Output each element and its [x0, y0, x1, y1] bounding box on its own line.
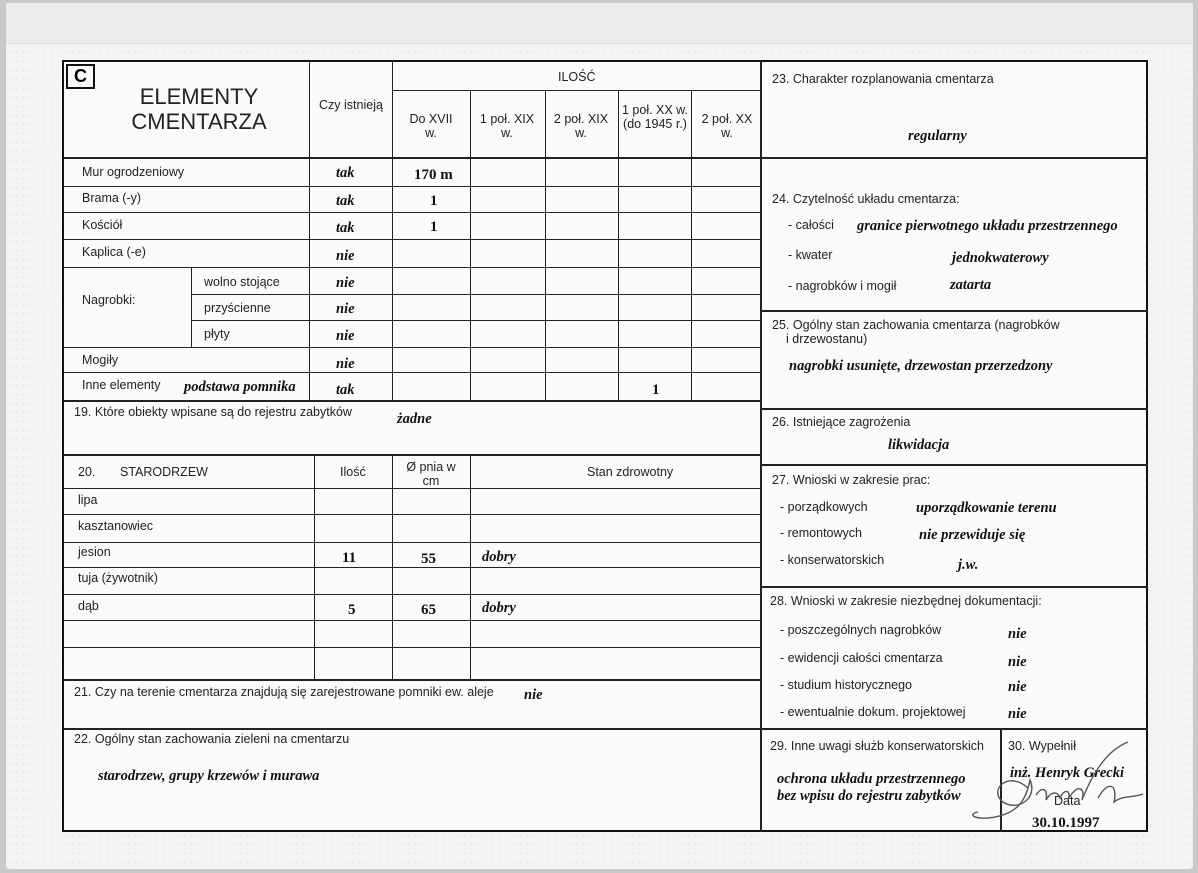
col-period-2: 1 poł. XIX w. [479, 112, 535, 141]
row-label-wolno-stojace: wolno stojące [204, 275, 280, 289]
scan-top-band [6, 3, 1193, 44]
tree-jesion-stan: dobry [482, 549, 516, 565]
q28-row-ewidencji: - ewidencji całości cmentarza [780, 651, 943, 665]
q30-name: inż. Henryk Grecki [1010, 765, 1124, 781]
q29-value-2: bez wpisu do rejestru zabytków [777, 788, 961, 804]
q24-label: 24. Czytelność układu cmentarza: [772, 192, 960, 206]
row-exists-plyty: nie [336, 328, 355, 344]
q27-label: 27. Wnioski w zakresie prac: [772, 473, 931, 487]
q26-label: 26. Istniejące zagrożenia [772, 415, 911, 429]
row-qty-brama: 1 [430, 193, 438, 209]
row-label-plyty: płyty [204, 327, 230, 341]
q24-row-nagrobki: - nagrobków i mogił [788, 279, 897, 293]
tree-lipa: lipa [78, 493, 98, 507]
row-exists-brama: tak [336, 193, 355, 209]
q28-row-nagrobkow: - poszczególnych nagrobków [780, 623, 942, 637]
tree-jesion-pnia: 55 [421, 551, 436, 567]
q23-value: regularny [908, 128, 967, 144]
row-qty-inne: 1 [652, 382, 660, 398]
q27-row-porzadkowych: - porządkowych [780, 500, 868, 514]
q24-row-kwater: - kwater [788, 248, 833, 262]
col-ilosc: ILOŚĆ [558, 70, 596, 84]
q24-value-nagrobki: zatarta [950, 277, 992, 293]
q24-value-calosci: granice pierwotnego układu przestrzennego [857, 218, 1118, 234]
col-period-4: 1 poł. XX w. (do 1945 r.) [621, 103, 688, 132]
col-starodrzew-pnia: Ø pnia w cm [406, 460, 456, 489]
tree-dab-stan: dobry [482, 600, 516, 616]
tree-kasztanowiec: kasztanowiec [78, 519, 154, 533]
tree-dab-pnia: 65 [421, 602, 436, 618]
tree-dab-ilosc: 5 [348, 602, 356, 618]
tree-dab: dąb [78, 599, 99, 613]
q28-value-projektowej: nie [1008, 706, 1027, 722]
col-czy-istnieja: Czy istnieją [319, 98, 383, 112]
row-label-mur: Mur ogrodzeniowy [82, 165, 185, 179]
nagrobki-label: Nagrobki: [82, 293, 136, 307]
q26-value: likwidacja [888, 437, 950, 453]
form-title: ELEMENTY CMENTARZA [131, 84, 267, 135]
row-exists-kosciol: tak [336, 220, 355, 236]
q24-row-calosci: - całości [788, 218, 834, 232]
q29-value-1: ochrona układu przestrzennego [777, 771, 966, 787]
q25-value: nagrobki usunięte, drzewostan przerzedzony [789, 358, 1053, 374]
q19-value: żadne [397, 411, 432, 427]
row-label-inne: Inne elementy [82, 378, 161, 392]
q28-row-studium: - studium historycznego [780, 678, 913, 692]
row-exists-inne: tak [336, 382, 355, 398]
tree-jesion: jesion [78, 545, 111, 559]
q30-label: 30. Wypełnił [1008, 739, 1076, 753]
q25-label-2: i drzewostanu) [786, 332, 868, 346]
row-label-kaplica: Kaplica (-e) [82, 245, 146, 259]
row-qty-kosciol: 1 [430, 219, 438, 235]
q30-date: 30.10.1997 [1032, 815, 1100, 831]
row-label-brama: Brama (-y) [82, 191, 142, 205]
tree-jesion-ilosc: 11 [342, 550, 357, 566]
q22-value: starodrzew, grupy krzewów i murawa [98, 768, 320, 784]
row-exists-mogily: nie [336, 356, 355, 372]
q27-row-remontowych: - remontowych [780, 526, 862, 540]
row-label-przyscienne: przyścienne [204, 301, 271, 315]
form-card-c [62, 60, 1148, 832]
q22-label: 22. Ogólny stan zachowania zieleni na cmentarzu [74, 732, 350, 746]
row-exists-przyscienne: nie [336, 301, 355, 317]
row-value-inne: podstawa pomnika [184, 379, 296, 395]
q29-label: 29. Inne uwagi służb konserwatorskich [770, 739, 985, 753]
row-exists-wolno-stojace: nie [336, 275, 355, 291]
q28-value-studium: nie [1008, 679, 1027, 695]
q23-label: 23. Charakter rozplanowania cmentarza [772, 72, 994, 86]
q28-label: 28. Wnioski w zakresie niezbędnej dokumentacji: [770, 594, 1042, 608]
q24-value-kwater: jednokwaterowy [952, 250, 1049, 266]
q19-label: 19. Które obiekty wpisane są do rejestru zabytków [74, 405, 352, 419]
q21-value: nie [524, 687, 543, 703]
q28-row-projektowej: - ewentualnie dokum. projektowej [780, 705, 966, 719]
starodrzew-title: STARODRZEW [120, 465, 208, 479]
q27-row-konserwatorskich: - konserwatorskich [780, 553, 885, 567]
q25-label-1: 25. Ogólny stan zachowania cmentarza (nagrobków [772, 318, 1060, 332]
row-exists-kaplica: nie [336, 248, 355, 264]
q30-data-label: Data [1054, 794, 1081, 808]
col-period-1: Do XVII w. [409, 112, 453, 141]
col-starodrzew-stan: Stan zdrowotny [587, 465, 674, 479]
starodrzew-num: 20. [78, 465, 96, 479]
q27-value-remontowych: nie przewiduje się [919, 527, 1026, 543]
handwritten-signature [968, 740, 1148, 830]
col-period-5: 2 poł. XX w. [701, 112, 753, 141]
q28-value-ewidencji: nie [1008, 654, 1027, 670]
row-exists-mur: tak [336, 165, 355, 181]
row-label-mogily: Mogiły [82, 353, 119, 367]
section-letter: C [66, 64, 95, 89]
row-label-kosciol: Kościół [82, 218, 123, 232]
q27-value-porzadkowych: uporządkowanie terenu [916, 500, 1057, 516]
col-period-3: 2 poł. XIX w. [553, 112, 609, 141]
row-qty-mur: 170 m [414, 167, 453, 183]
tree-tuja: tuja (żywotnik) [78, 571, 158, 585]
q21-label: 21. Czy na terenie cmentarza znajdują się zarejestrowane pomniki ew. aleje [74, 685, 494, 699]
q27-value-konserwatorskich: j.w. [958, 557, 979, 573]
col-starodrzew-ilosc: Ilość [340, 465, 366, 479]
q28-value-nagrobkow: nie [1008, 626, 1027, 642]
